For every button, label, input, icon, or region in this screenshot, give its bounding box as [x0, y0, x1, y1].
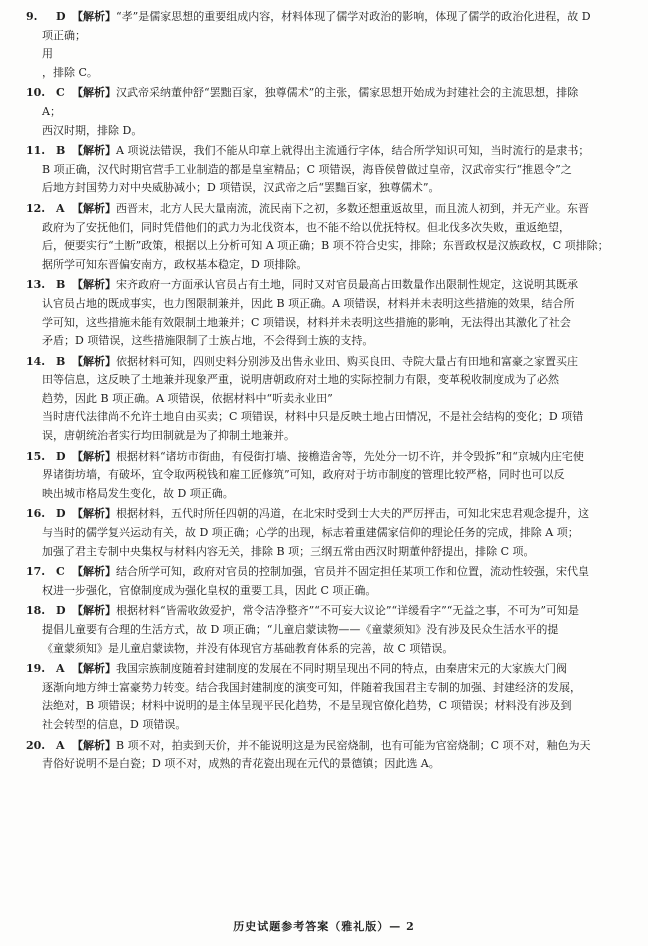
answer-text: 后，便要实行“土断”政策，根据以上分析可知 A 项正确；B 项不符合史实，排除；东晋政权是汉族政权，C 项排除； [42, 239, 609, 253]
answer-text: 依据材料可知，四则史料分别涉及出售永业田、购买良田、寺院大量占有田地和富豪之家置买庄 [116, 354, 578, 368]
question-number: 11. [26, 144, 46, 158]
answer-continuation-line [26, 64, 626, 83]
answer-text: 《童蒙须知》是儿童启蒙读物，并没有体现官方基础教育体系的完善，故 C 项错误。 [42, 641, 454, 655]
answer-text: 提倡儿童要有合理的生活方式，故 D 项正确；“儿童启蒙读物——《童蒙须知》没有涉及民众生活水平的提 [42, 623, 559, 636]
question-number: 15. [26, 449, 46, 463]
answer-first-line [26, 505, 626, 524]
answer-continuation-line [26, 371, 626, 390]
analysis-tag: 【解析】 [72, 507, 116, 521]
answer-text: A； [42, 104, 61, 118]
answer-continuation-line [26, 543, 626, 562]
analysis-tag: 【解析】 [72, 449, 116, 463]
answer-text: 认官员占地的既成事实，也力图限制兼并，因此 B 项正确。A 项错误，材料并未表明这些措施的效果，结合所 [42, 296, 575, 310]
analysis-tag: 【解析】 [72, 354, 116, 368]
answer-text: B 项正确，汉代时期官营手工业制造的都是皇室精品；C 项错误，海昏侯曾做过皇帝，汉武帝实行“推恩令”之 [42, 162, 572, 176]
answer-letter: C [56, 86, 65, 100]
question-number: 9. [26, 10, 38, 23]
answer-continuation-line [26, 621, 626, 640]
answer-continuation-line [26, 122, 626, 141]
answer-list [26, 8, 626, 774]
answer-continuation-line [26, 161, 626, 180]
answer-text: 社会转型的信息，D 项错误。 [42, 717, 187, 731]
question-number: 16. [26, 507, 46, 521]
answer-letter: A [56, 738, 65, 752]
answer-continuation-line [26, 332, 626, 351]
answer-continuation-line [26, 716, 626, 735]
answer-continuation-line [26, 697, 626, 716]
question-number: 19. [26, 662, 46, 676]
answer-first-line [26, 200, 626, 219]
answer-text: 界诸街坊墙，有破坏，宜令取两税钱和雇工匠修筑”可知，政府对于坊市制度的管理比较严格，同时也可以反 [42, 468, 565, 482]
answer-text: ，排除 C。 [42, 65, 98, 79]
analysis-tag: 【解析】 [72, 604, 116, 618]
answer-continuation-line [26, 466, 626, 485]
answer-first-line [26, 84, 626, 103]
answer-first-line [26, 563, 626, 582]
answer-continuation-line [26, 755, 626, 774]
answer-item [26, 448, 626, 504]
answer-item [26, 563, 626, 600]
answer-continuation-line [26, 314, 626, 333]
answer-continuation-line [26, 640, 626, 659]
question-number: 12. [26, 201, 46, 215]
answer-text: B 项不对，拍卖到天价，并不能说明这是为民窑烧制，也有可能为官窑烧制；C 项不对，釉色为天 [116, 738, 591, 752]
answer-item [26, 8, 626, 82]
answer-text: 学可知，这些措施未能有效限制土地兼并；C 项错误，材料并未表明这些措施的影响，无法得出其激化了社会 [42, 315, 571, 329]
answer-text: “孝”是儒家思想的重要组成内容，材料体现了儒学对政治的影响，体现了儒学的政治化进程，故 D [116, 10, 591, 23]
answer-continuation-line [26, 408, 626, 427]
answer-text: 权进一步强化，官僚制度成为强化皇权的重要工具，因此 C 项正确。 [42, 583, 377, 597]
answer-continuation-line [26, 524, 626, 543]
answer-text: 宋齐政府一方面承认官员占有土地，同时又对官员最高占田数量作出限制性规定，这说明其既承 [116, 278, 578, 292]
answer-continuation-line [26, 679, 626, 698]
question-number: 14. [26, 354, 46, 368]
answer-text: 用 [42, 47, 53, 61]
answer-text: 与当时的儒学复兴运动有关，故 D 项正确；心学的出现，标志着重建儒家信仰的理论任务的完成，排除 A 项； [42, 526, 579, 540]
answer-text: 根据材料“皆需收敛爱护，常令洁净整齐”“不可妄大议论”“详缓看字”“无益之事，不可为”可知是 [116, 604, 579, 618]
answer-first-line [26, 353, 626, 372]
answer-continuation-line [26, 237, 626, 256]
analysis-tag: 【解析】 [72, 278, 116, 292]
answer-continuation-line [26, 45, 626, 64]
answer-continuation-line [26, 582, 626, 601]
answer-text: 加强了君主专制中央集权与材料内容无关，排除 B 项；三纲五常由西汉时期董仲舒提出，排除 C 项。 [42, 544, 535, 558]
question-number: 13. [26, 278, 46, 292]
answer-text: 西汉时期，排除 D。 [42, 123, 143, 137]
answer-first-line [26, 142, 626, 161]
answer-text: 我国宗族制度随着封建制度的发展在不同时期呈现出不同的特点，由秦唐宋元的大家族大门阀 [116, 662, 567, 676]
answer-item [26, 276, 626, 350]
answer-letter: B [56, 144, 66, 158]
answer-continuation-line [26, 427, 626, 446]
answer-continuation-line [26, 256, 626, 275]
answer-item [26, 200, 626, 274]
question-number: 20. [26, 738, 46, 752]
answer-text: 趋势，因此 B 项正确。A 项错误，依据材料中“听卖永业田” [42, 391, 333, 405]
question-number: 17. [26, 565, 46, 579]
answer-item [26, 142, 626, 198]
answer-item [26, 505, 626, 561]
answer-letter: A [56, 662, 65, 676]
answer-letter: C [56, 565, 65, 579]
analysis-tag: 【解析】 [72, 738, 116, 752]
answer-text: 青俗好说明不是白瓷；D 项不对，成熟的青花瓷出现在元代的景德镇；因此选 A。 [42, 757, 440, 771]
answer-continuation-line [26, 390, 626, 409]
answer-text: 西晋末，北方人民大量南流，流民南下之初，多数还想重返故里，而且流人初到，并无产业。东晋 [116, 201, 589, 215]
answer-text: 当时唐代法律尚不允许土地自由买卖；C 项错误，材料中只是反映土地占田情况，不是社会结构的变化；D 项错 [42, 410, 584, 424]
answer-continuation-line [26, 485, 626, 504]
analysis-tag: 【解析】 [72, 144, 116, 158]
answer-item [26, 660, 626, 734]
answer-text: 后地方封国势力对中央威胁减小；D 项错误，汉武帝之后“罢黜百家，独尊儒术”。 [42, 181, 440, 195]
page-footer: 历史试题参考答案（雅礼版）— 2 [233, 920, 415, 933]
analysis-tag: 【解析】 [72, 201, 116, 215]
answer-text: 误，唐朝统治者实行均田制就是为了抑制土地兼并。 [42, 429, 295, 443]
answer-continuation-line [26, 219, 626, 238]
answer-letter: D [56, 604, 66, 618]
answer-continuation-line [26, 179, 626, 198]
answer-continuation-line [26, 295, 626, 314]
analysis-tag: 【解析】 [72, 86, 116, 100]
question-number: 18. [26, 604, 46, 618]
answer-letter: B [56, 278, 66, 292]
analysis-tag: 【解析】 [72, 565, 116, 579]
answer-item [26, 602, 626, 658]
answer-text: 项正确； [42, 28, 86, 42]
answer-item [26, 737, 626, 774]
analysis-tag: 【解析】 [72, 10, 116, 23]
answer-first-line [26, 448, 626, 467]
answer-letter: A [56, 201, 65, 215]
answer-text: 田等信息，这反映了土地兼并现象严重，说明唐朝政府对土地的实际控制力有限，变革税收制度成为了必然 [42, 373, 559, 387]
answer-letter: D [56, 449, 66, 463]
answer-item [26, 84, 626, 140]
answer-text: 结合所学可知，政府对官员的控制加强，官员并不固定担任某项工作和位置，流动性较强，宋代皇 [116, 565, 589, 579]
answer-first-line [26, 602, 626, 621]
answer-text: A 项说法错误，我们不能从印章上就得出主流通行字体，结合所学知识可知，当时流行的是隶书； [116, 144, 590, 158]
answer-text: 映出城市格局发生变化，故 D 项正确。 [42, 486, 234, 500]
answer-text: 逐渐向地方绅士富豪势力转变。结合我国封建制度的演变可知，伴随着我国君主专制的加强、封建经济的发展， [42, 680, 581, 694]
answer-letter: D [56, 507, 66, 521]
answer-letter: B [56, 354, 66, 368]
answer-text: 矛盾；D 项错误，这些措施限制了士族占地，不会得到士族的支持。 [42, 334, 374, 348]
answer-text: 政府为了安抚他们，同时凭借他们的武力为北伐资本，也不能不给以优抚特权。但北伐多次失败，重返绝望， [42, 220, 570, 234]
question-number: 10. [26, 86, 46, 100]
answer-first-line [26, 660, 626, 679]
answer-first-line [26, 737, 626, 756]
answer-continuation-line [26, 27, 626, 46]
answer-text: 汉武帝采纳董仲舒“罢黜百家，独尊儒术”的主张，儒家思想开始成为封建社会的主流思想，排除 [116, 86, 579, 100]
analysis-tag: 【解析】 [72, 662, 116, 676]
answer-text: 根据材料“诸坊市街曲，有侵街打墙、接檐造舍等，先处分一切不许，并令毁拆”和“京城内庄宅使 [116, 449, 584, 463]
answer-text: 据所学可知东晋偏安南方，政权基本稳定，D 项排除。 [42, 257, 308, 271]
answer-letter: D [56, 10, 66, 23]
answer-text: 根据材料，五代时所任四朝的冯道，在北宋时受到士大夫的严厉抨击，可知北宋忠君观念提升，这 [116, 507, 589, 521]
answer-item [26, 353, 626, 446]
answer-continuation-line [26, 103, 626, 122]
answer-first-line [26, 8, 626, 27]
answer-text: 法绝对，B 项错误；材料中说明的是主体呈现平民化趋势，不是呈现官僚化趋势，C 项错误；材料没有涉及到 [42, 699, 572, 713]
answer-first-line [26, 276, 626, 295]
